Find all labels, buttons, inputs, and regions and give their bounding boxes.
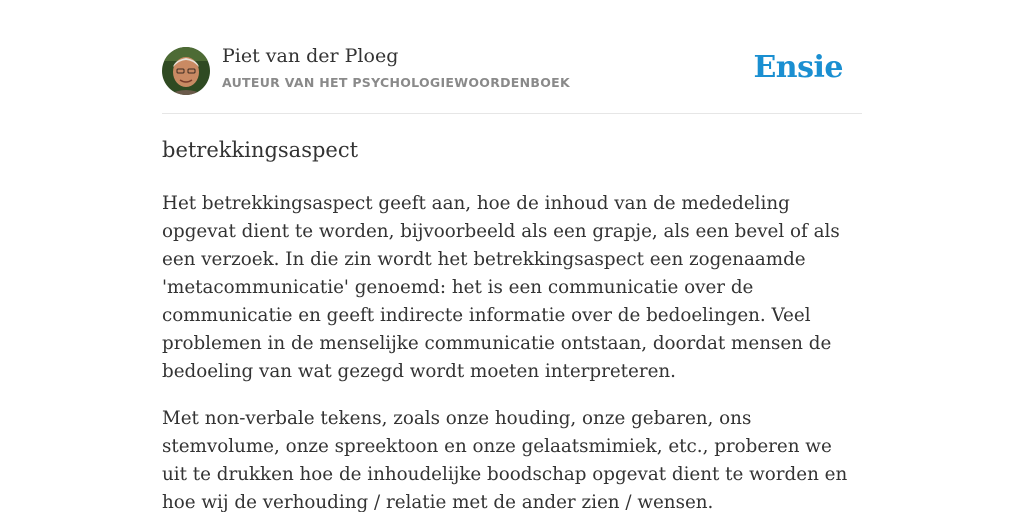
author-avatar[interactable] [162,47,210,95]
author-name[interactable]: Piet van der Ploeg [222,45,399,67]
entry-title: betrekkingsaspect [162,138,359,162]
entry-paragraph: Het betrekkingsaspect geeft aan, hoe de inhoud van de mededeling opgevat dient te worden, bijvoorbeeld als een grapje, als een bevel of als een verzoek. In die zin wordt het betrekkingsaspect een zogenaamde 'metacommunicatie' genoemd: het is een communicatie over de communicatie en geeft indirecte informatie over de bedoelingen. Veel problemen in de menselijke communicatie ontstaan, doordat mensen de bedoeling van wat gezegd wordt moeten interpreteren. [162,193,840,382]
entry-body [162,190,862,512]
content-column [162,0,862,512]
author-header [162,0,862,114]
author-role: AUTEUR VAN HET PSYCHOLOGIEWOORDENBOEK [222,75,570,90]
author-photo-icon [162,47,210,95]
ensie-logo[interactable]: Ensie [753,50,843,85]
entry-paragraph: Met non-verbale tekens, zoals onze houding, onze gebaren, ons stemvolume, onze spreektoon en onze gelaatsmimiek, etc., proberen we uit te drukken hoe de inhoudelijke boodschap opgevat dient te worden en hoe wij de verhouding / relatie met de ander zien / wensen. [162,408,848,512]
